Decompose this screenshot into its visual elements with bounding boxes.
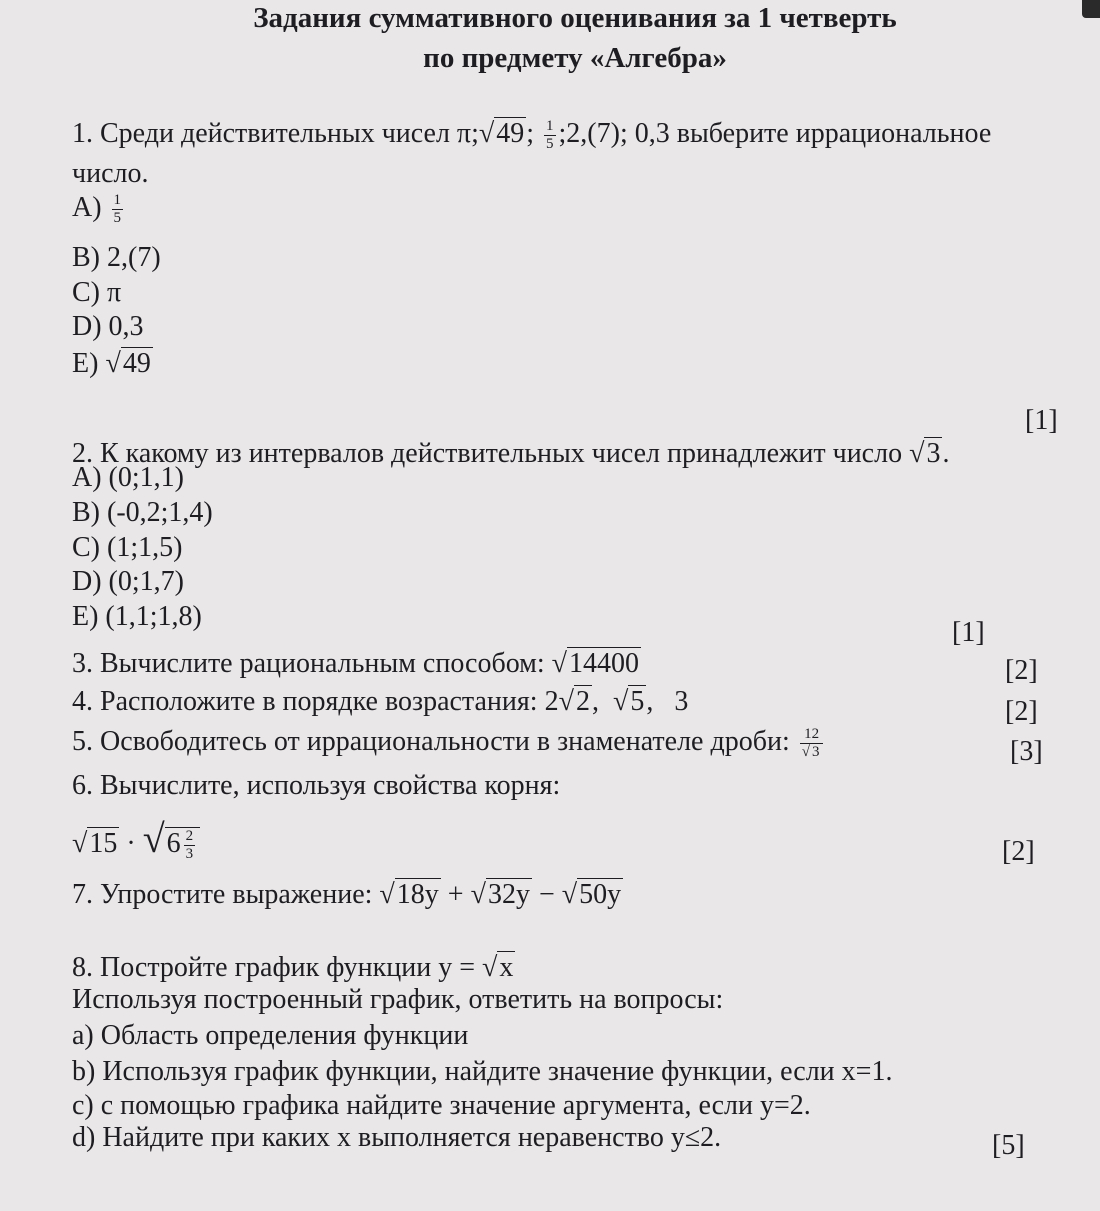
q2-option-c: C) (1;1,5) [72, 532, 183, 563]
q8-item-a: a) Область определения функции [72, 1020, 469, 1051]
title-line-1: Задания суммативного оценивания за 1 четверть [253, 2, 897, 34]
title-line-2: по предмету «Алгебра» [423, 42, 727, 74]
q8-line2: Используя построенный график, ответить на вопросы: [72, 984, 724, 1015]
q1-option-a: A) $\frac{1}{5}$ [72, 192, 122, 227]
q2-option-d: D) (0;1,7) [72, 566, 184, 597]
q5-points: [3] [1010, 736, 1043, 767]
q5-text: 5. Освободитесь от иррациональности в знаменателе дроби: $\frac{12}{√ 3}$ [72, 726, 826, 761]
q3-points: [2] [1005, 655, 1038, 686]
q6-text: 6. Вычислите, используя свойства корня: [72, 770, 561, 801]
q1-option-b: B) 2,(7) [72, 242, 161, 273]
q3-text: 3. Вычислите рациональным способом: √14400 [72, 648, 640, 679]
q1-option-c: C) π [72, 277, 122, 308]
fraction-12-sqrt3: $\frac{12}{√ 3}$ [800, 726, 824, 761]
q4-text: 4. Расположите в порядке возрастания: 2√2, √5, 3 [72, 686, 689, 717]
q2-text: 2. К какому из интервалов действительных чисел принадлежит число √3. [72, 438, 950, 469]
q4-points: [2] [1005, 696, 1038, 727]
q2-points: [1] [952, 617, 985, 648]
q1-option-d: D) 0,3 [72, 311, 144, 342]
q8-points: [5] [992, 1130, 1025, 1161]
q2-option-e: E) (1,1;1,8) [72, 601, 202, 632]
q8-item-d: d) Найдите при каких x выполняется неравенство y≤2. [72, 1122, 722, 1153]
q2-option-a: A) (0;1,1) [72, 462, 184, 493]
q2-option-b: B) (-0,2;1,4) [72, 497, 213, 528]
q1-option-e: E) √49 [72, 348, 151, 379]
q1-text: 1. Среди действительных чисел π;√49; $\frac{1}{5}$ ;2,(7); 0,3 выберите иррациональное [72, 118, 992, 153]
q1-text-line2: число. [72, 158, 149, 189]
q7-text: 7. Упростите выражение: √18y + √32y − √50y [72, 879, 622, 910]
q6-expression: √15 · √6 $\frac{2}{3}$ [72, 815, 200, 863]
q8-text: 8. Постройте график функции y = √x [72, 952, 514, 983]
q8-item-b: b) Используя график функции, найдите значение функции, если x=1. [72, 1056, 893, 1087]
fraction-1-5: $\frac{1}{5}$ [546, 118, 554, 153]
q8-item-c: c) с помощью графика найдите значение аргумента, если y=2. [72, 1090, 811, 1121]
sqrt-49: √49 [478, 118, 525, 149]
q6-points: [2] [1002, 836, 1035, 867]
q1-points: [1] [1025, 405, 1058, 436]
